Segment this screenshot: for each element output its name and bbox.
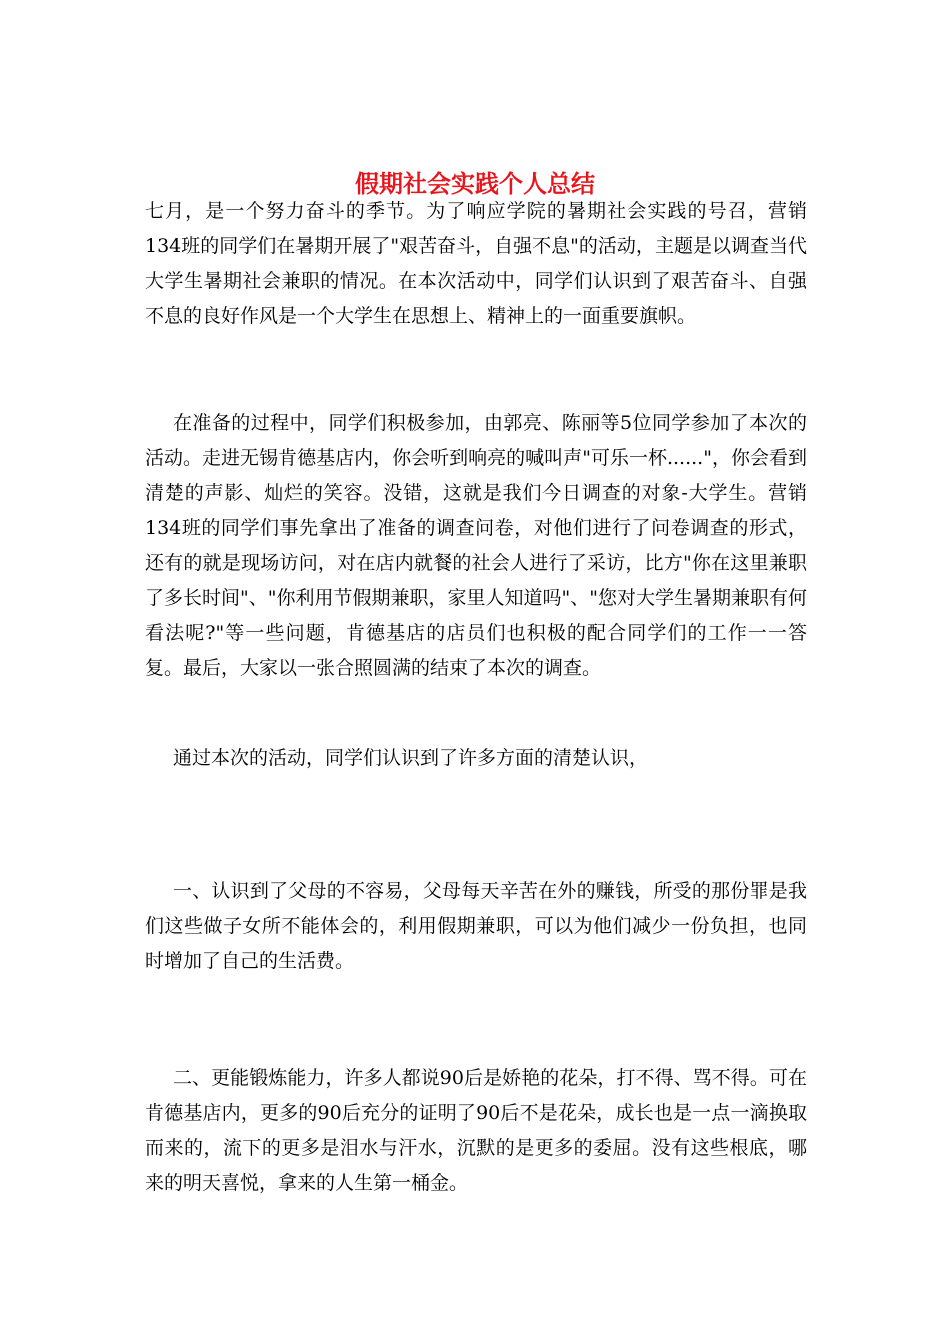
- paragraph-summary-lead: 通过本次的活动，同学们认识到了许多方面的清楚认识，: [173, 747, 649, 769]
- paragraph-intro: 七月，是一个努力奋斗的季节。为了响应学院的暑期社会实践的号召，营销134班的同学们在暑期开展了"艰苦奋斗，自强不息"的活动，主题是以调查当代大学生暑期社会兼职的情况。在本次活动中，同学们认识到了艰苦奋斗、自强不息的良好作风是一个大学生在思想上、精神上的一面重要旗帜。: [145, 200, 807, 327]
- paragraph-preparation: 在准备的过程中，同学们积极参加，由郭亮、陈丽等5位同学参加了本次的活动。走进无锡肯德基店内，你会听到响亮的喊叫声"可乐一杯......"，你会看到清楚的声影、灿烂的笑容。没错，这就是我们今日调查的对象-大学生。营销134班的同学们事先拿出了准备的调查问卷，对他们进行了问卷调查的形式，还有的就是现场访问，对在店内就餐的社会人进行了采访，比方"你在这里兼职了多长时间"、"你利用节假期兼职，家里人知道吗"、"您对大学生暑期兼职有何看法呢?"等一些问题，肯德基店的店员们也积极的配合同学们的工作一一答复。最后，大家以一张合照圆满的结束了本次的调查。: [145, 412, 807, 679]
- document-title: 假期社会实践个人总结: [355, 169, 595, 199]
- paragraph-point-two: 二、更能锻炼能力，许多人都说90后是娇艳的花朵，打不得、骂不得。可在肯德基店内，更多的90后充分的证明了90后不是花朵，成长也是一点一滴换取而来的，流下的更多是泪水与汗水，沉默的是更多的委屈。没有这些根底，哪来的明天喜悦，拿来的人生第一桶金。: [145, 1067, 807, 1194]
- paragraph-point-one: 一、认识到了父母的不容易，父母每天辛苦在外的赚钱，所受的那份罪是我们这些做子女所不能体会的，利用假期兼职，可以为他们减少一份负担，也同时增加了自己的生活费。: [145, 880, 807, 972]
